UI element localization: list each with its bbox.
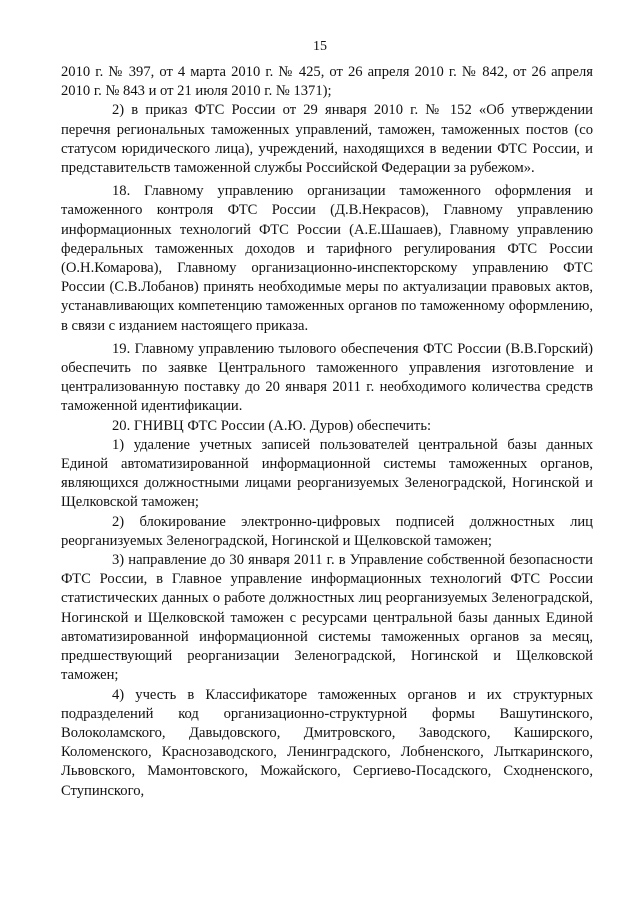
paragraph-item-2: 2) в приказ ФТС России от 29 января 2010 г. № 152 «Об утверждении перечня региональных таможенных управлений, таможен, таможенных постов (со статусом юридического лица), учреждений, находящихся в ведении ФТС России, и представительств таможенной службы Российской Федерации за рубежом». — [61, 102, 593, 177]
document-body — [61, 63, 593, 801]
paragraph-section-20: 20. ГНИВЦ ФТС России (А.Ю. Дуров) обеспечить: — [112, 417, 432, 434]
paragraph-section-19: 19. Главному управлению тылового обеспечения ФТС России (В.В.Горский) обеспечить по заявке Центрального таможенного управления изготовление и централизованную поставку до 20 января 2011 г. необходимого количества средств таможенной идентификации. — [61, 340, 593, 415]
paragraph-section-20-item-2: 2) блокирование электронно-цифровых подписей должностных лиц реорганизуемых Зеленоградской, Ногинской и Щелковской таможен; — [61, 513, 593, 549]
paragraph-continuation: 2010 г. № 397, от 4 марта 2010 г. № 425, от 26 апреля 2010 г. № 842, от 26 апреля 2010 г. № 843 и от 21 июля 2010 г. № 1371); — [61, 64, 593, 100]
paragraph-section-20-item-1: 1) удаление учетных записей пользователей центральной базы данных Единой автоматизированной информационной системы таможенных органов, являющихся должностными лицами реорганизуемых Зеленоградской, Ногинской и Щелковской таможен; — [61, 436, 593, 511]
paragraph-section-20-item-4: 4) учесть в Классификаторе таможенных органов и их структурных подразделений код организационно-структурной формы Вашутинского, Волоколамского, Давыдовского, Дмитровского, Заводского, Каширского, Коломенского, Краснозаводского, Ленинградского, Лобненского, Лыткаринского, Львовского, Мамонтовского, Можайского, Сергиево-Посадского, Сходненского, Ступинского, — [61, 686, 593, 799]
paragraph-section-20-item-3: 3) направление до 30 января 2011 г. в Управление собственной безопасности ФТС России, в Главное управление информационных технологий ФТС России статистических данных о работе должностных лиц реорганизуемых Зеленоградской, Ногинской и Щелковской таможен с ресурсами центральной базы данных Единой автоматизированной информационной системы таможенных органов за месяц, предшествующий реорганизации Зеленоградской, Ногинской и Щелковской таможен; — [61, 552, 593, 684]
paragraph-section-18: 18. Главному управлению организации таможенного оформления и таможенного контроля ФТС России (Д.В.Некрасов), Главному управлению информационных технологий ФТС России (А.Е.Шашаев), Главному управлению федеральных таможенных доходов и тарифного регулирования ФТС России (О.Н.Комарова), Главному организационно-инспекторскому управлению ФТС России (С.В.Лобанов) принять необходимые меры по актуализации правовых актов, устанавливающих компетенцию таможенных органов по таможенному оформлению, в связи с изданием настоящего приказа. — [61, 183, 593, 334]
page-number: 15 — [313, 39, 327, 54]
